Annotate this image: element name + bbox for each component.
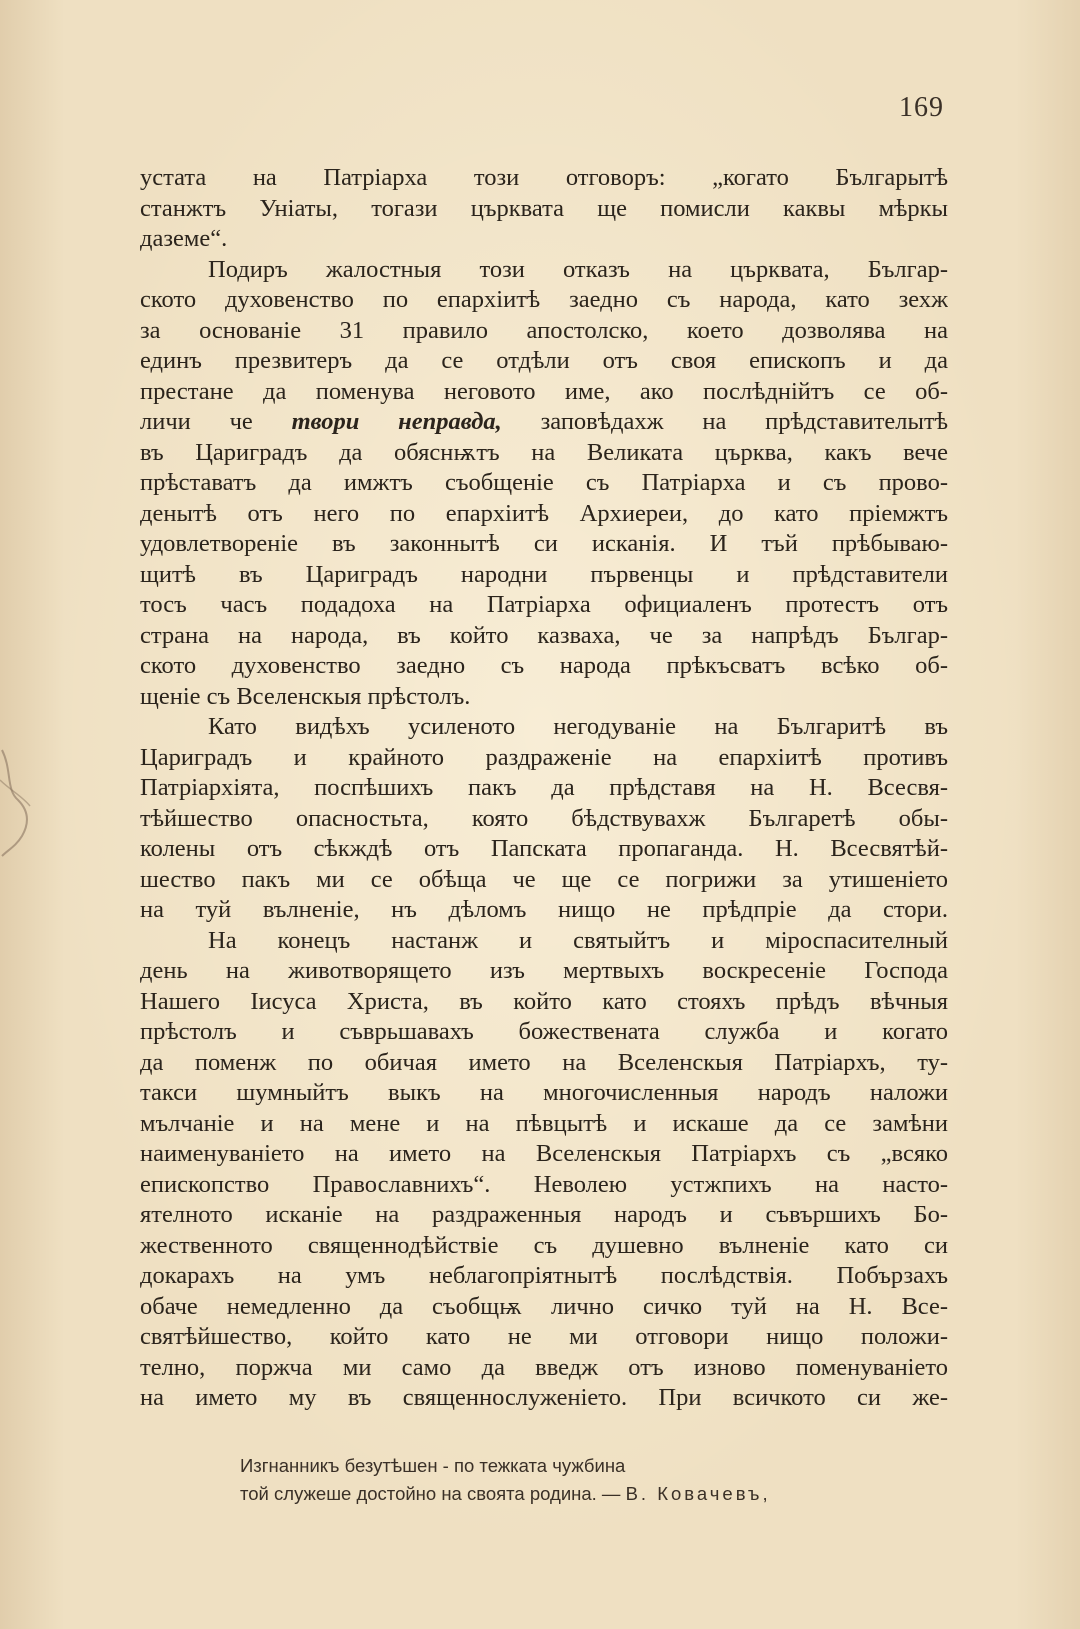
text-line: въ Цариградъ да обяснѭтъ на Великата църква, какъ вече — [140, 438, 948, 466]
text-line: епископство Православнихъ“. Неволею устжпихъ на насто- — [140, 1170, 948, 1198]
emphasized-phrase: твори неправда, — [291, 408, 502, 435]
binding-damage-mark — [0, 740, 40, 860]
text-line: Като видѣхъ усиленото негодуваніе на Българитѣ въ — [208, 713, 948, 740]
text-line: жественното священнодѣйствіе съ душевно вълненіе като си — [140, 1231, 948, 1259]
text-line: шество пакъ ми се обѣща че ще се погрижи за утишеніето — [140, 865, 948, 893]
text-line: ското духовенство по епархіитѣ заедно съ народа, като зехж — [140, 286, 948, 313]
text-line: колены отъ сѣкждѣ отъ Папската пропаганда. Н. Всесвятѣй- — [140, 835, 948, 862]
text-line: денытѣ отъ него по епархіитѣ Архиереи, до като пріемжтъ — [140, 499, 948, 527]
text-line: такси шумныйтъ выкъ на многочисленныя народъ наложи — [140, 1079, 948, 1106]
text-line: ятелното исканіе на раздраженныя народъ и съвършихъ Бо- — [140, 1201, 948, 1228]
text-line: На конецъ настанж и святыйтъ и міроспасителный — [208, 926, 948, 954]
text-line: святѣйшество, който като не ми отговори нищо положи- — [140, 1323, 948, 1350]
text-line: Патріархіята, поспѣшихъ пакъ да прѣдставя на Н. Всесвя- — [140, 774, 948, 801]
text-line: обаче немедленно да съобщѭ лично сичко туй на Н. Все- — [140, 1292, 948, 1320]
text-line: тѣйшество опасностьта, която бѣдствувахж Българетѣ обы- — [140, 804, 948, 832]
text-line: тосъ часъ подадоха на Патріарха официаленъ протестъ отъ — [140, 591, 948, 618]
text-line: прѣставатъ да имжтъ съобщеніе съ Патріарха и съ прово- — [140, 469, 948, 496]
text-line: устата на Патріарха този отговоръ: „когато Българытѣ — [140, 164, 948, 191]
text-line: за основаніе 31 правило апостолско, което дозволява на — [140, 316, 948, 344]
text-segment: заповѣдахж на прѣдставителытѣ — [501, 408, 948, 435]
text-line: прѣстолъ и съврьшавахъ божествената служба и когато — [140, 1018, 948, 1045]
text-line-with-emphasis — [140, 407, 948, 438]
footnote-line: Изгнанникъ безутѣшен - по тежката чужбина — [240, 1455, 626, 1476]
text-line: щеніе съ Вселенскыя прѣстолъ. — [140, 682, 471, 710]
text-line: мълчаніе и на мене и на пѣвцытѣ и искаше да се замѣни — [140, 1109, 948, 1137]
text-line: единъ презвитеръ да се отдѣли отъ своя епископъ и да — [140, 347, 948, 374]
text-line: день на животворящето изъ мертвыхъ воскресеніе Господа — [140, 957, 948, 984]
text-line: страна на народа, въ който казваха, че за напрѣдъ Българ- — [140, 621, 948, 649]
text-line: даземе“. — [140, 225, 228, 252]
text-line: ското духовенство заедно съ народа прѣкъсватъ всѣко об- — [140, 652, 948, 679]
text-line: Цариградъ и крайното раздраженіе на епархіитѣ противъ — [140, 743, 948, 771]
text-line: наименуваніето на името на Вселенскыя Патріархъ съ „всяко — [140, 1140, 948, 1167]
text-line: Нашего Іисуса Христа, въ който като стояхъ прѣдъ вѣчныя — [140, 987, 948, 1015]
text-line: телно, поржча ми само да введж отъ изново поменуваніето — [140, 1353, 948, 1381]
footnote-verse — [240, 1452, 960, 1508]
text-line: Подиръ жалостныя този отказъ на църквата, Българ- — [208, 255, 948, 283]
text-line: престане да поменува неговото име, ако послѣднійтъ се об- — [140, 377, 948, 405]
text-line: щитѣ въ Цариградъ народни първенцы и прѣдставители — [140, 560, 948, 588]
footnote-line — [240, 1480, 960, 1508]
page-number: 169 — [899, 92, 944, 123]
footnote-text: той служеше достойно на своята родина. — — [240, 1483, 621, 1504]
text-segment: личи че — [140, 408, 292, 435]
text-line: докарахъ на умъ неблагопріятнытѣ послѣдствія. Побързахъ — [140, 1262, 948, 1289]
text-line: на името му въ священнослуженіето. При всичкото си же- — [140, 1384, 948, 1411]
text-line: на туй вълненіе, нъ дѣломъ нищо не прѣдпріе да стори. — [140, 896, 948, 923]
text-line: да поменж по обичая името на Вселенскыя Патріархъ, ту- — [140, 1048, 948, 1076]
footnote-author: В. Ковачевъ, — [625, 1483, 771, 1504]
text-line: удовлетвореніе въ законнытѣ си исканія. И тъй прѣбываю- — [140, 530, 948, 557]
text-line: станжтъ Уніаты, тогази църквата ще помисли каквы мѣркы — [140, 194, 948, 222]
body-text — [140, 163, 948, 1414]
